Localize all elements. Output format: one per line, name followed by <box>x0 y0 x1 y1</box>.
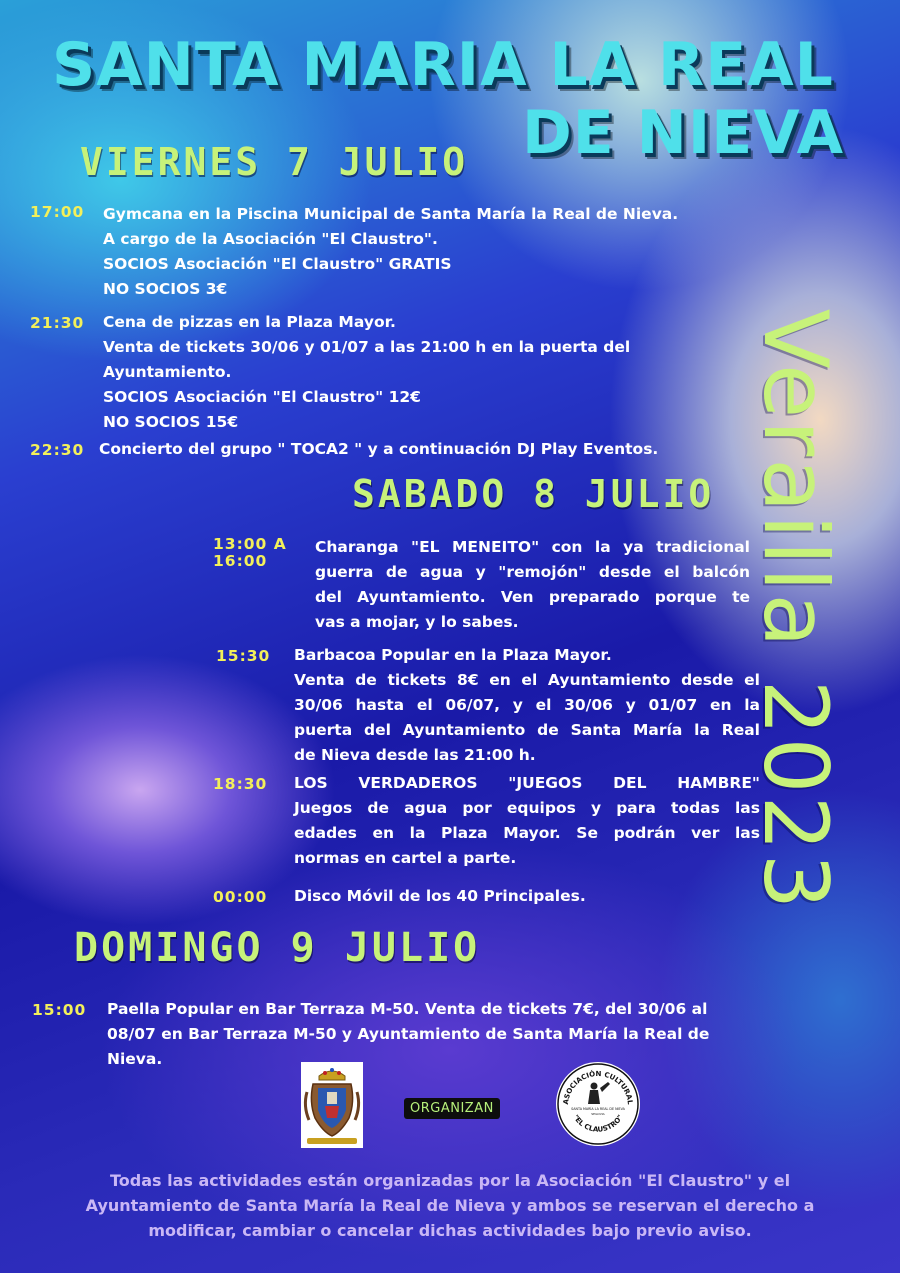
vertical-title-text: Verailla 2023 <box>744 308 847 912</box>
day-heading-domingo: DOMINGO 9 JULIO <box>74 925 481 971</box>
footer-disclaimer: Todas las actividades están organizadas por la Asociación "El Claustro" y el Ayuntamiento de Santa María la Real de Nieva y ambos se reservan el derecho a modificar, cambiar o cancelar dichas actividades bajo previo aviso. <box>85 1171 815 1240</box>
organizers <box>0 1060 900 1150</box>
el-claustro-logo <box>556 1062 640 1146</box>
title-line-1: SANTA MARIA LA REAL <box>52 30 834 100</box>
event-description: Paella Popular en Bar Terraza M-50. Venta de tickets 7€, del 30/06 al 08/07 en Bar Terraza M-50 y Ayuntamiento de Santa María la Real de Nieva. <box>107 1000 710 1068</box>
svg-text:SANTA MARÍA LA REAL DE NIEVA: SANTA MARÍA LA REAL DE NIEVA <box>571 1107 625 1111</box>
event-time: 00:00 <box>213 888 268 906</box>
day-heading-sabado: SABADO 8 JULIO <box>352 472 715 516</box>
day-heading-viernes: VIERNES 7 JULIO <box>80 140 469 184</box>
event-description: Gymcana en la Piscina Municipal de Santa María la Real de Nieva. A cargo de la Asociación "El Claustro". SOCIOS Asociación "El Claustro" GRATIS NO SOCIOS 3€ <box>103 205 679 298</box>
event-description: Cena de pizzas en la Plaza Mayor. Venta de tickets 30/06 y 01/07 a las 21:00 h en la puerta del Ayuntamiento. SOCIOS Asociación "El Claustro" 12€ NO SOCIOS 15€ <box>103 313 631 431</box>
svg-text:SEGOVIA: SEGOVIA <box>591 1112 605 1116</box>
event-time: 13:00 A 16:00 <box>213 535 287 570</box>
title-line-2: DE NIEVA <box>522 98 845 168</box>
organizan-label: ORGANIZAN <box>404 1098 500 1119</box>
event-description: Barbacoa Popular en la Plaza Mayor. Venta de tickets 8€ en el Ayuntamiento desde el 30/06 hasta el 06/07, y el 30/06 y 01/07 en la puerta del Ayuntamiento de Santa María la Real de Nieva desde las 21:00 h. <box>294 646 760 764</box>
event-time: 15:30 <box>216 647 271 665</box>
event-time: 17:00 <box>30 203 85 221</box>
event-description: LOS VERDADEROS "JUEGOS DEL HAMBRE" Juegos de agua por equipos y para todas las edades en la Plaza Mayor. Se podrán ver las normas en cartel a parte. <box>294 774 760 867</box>
svg-text:ASOCIACIÓN CULTURAL: ASOCIACIÓN CULTURAL <box>561 1069 635 1105</box>
event-description: Concierto del grupo " TOCA2 " y a continuación DJ Play Eventos. <box>99 440 659 458</box>
event-time: 15:00 <box>32 1001 87 1019</box>
coat-of-arms-logo <box>301 1062 363 1148</box>
coat-of-arms-icon <box>301 1062 363 1148</box>
event-time: 21:30 <box>30 314 85 332</box>
vertical-title <box>715 215 875 1005</box>
el-claustro-icon <box>556 1062 640 1146</box>
event-time: 18:30 <box>213 775 268 793</box>
event-time: 22:30 <box>30 441 85 459</box>
svg-text:"EL CLAUSTRO": "EL CLAUSTRO" <box>571 1113 625 1134</box>
event-description: Charanga "EL MENEITO" con la ya tradicional guerra de agua y "remojón" desde el balcón del Ayuntamiento. Ven preparado porque te vas a mojar, y lo sabes. <box>315 538 750 631</box>
event-description: Disco Móvil de los 40 Principales. <box>294 887 586 905</box>
